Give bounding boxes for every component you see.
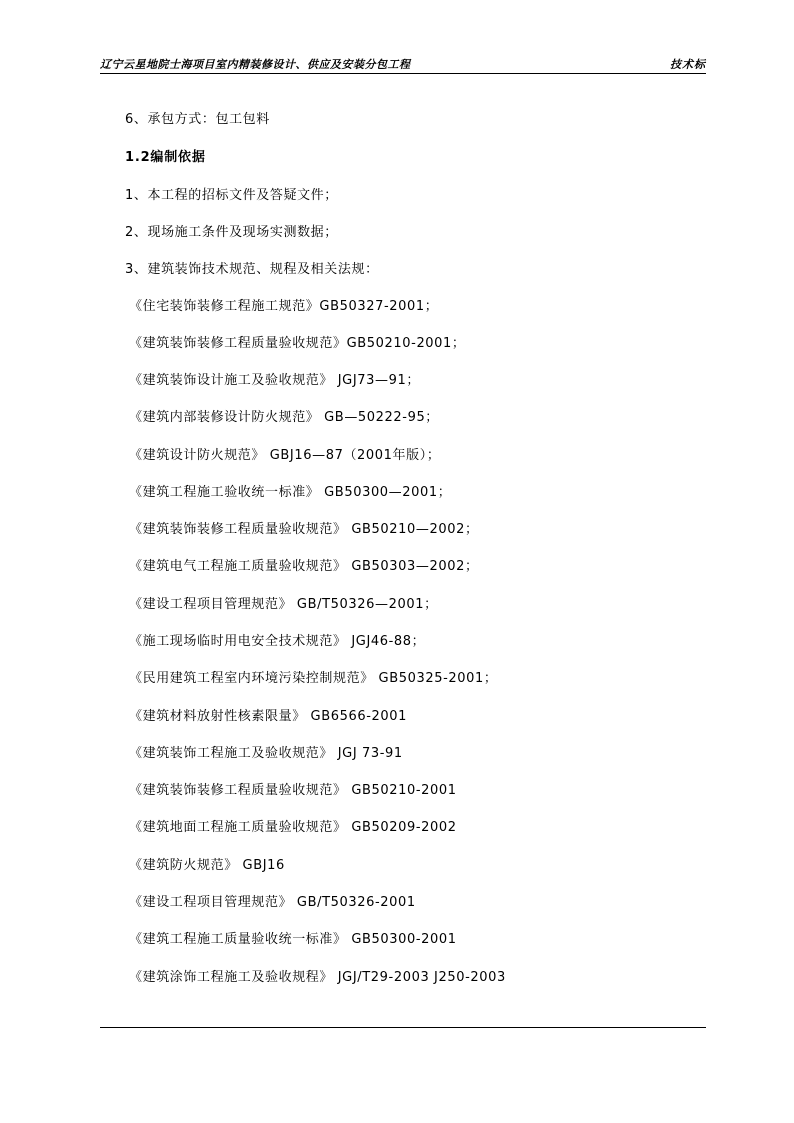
reference-item: 《施工现场临时用电安全技术规范》 JGJ46-88； [129, 634, 426, 649]
list-item: 3、建筑装饰技术规范、规程及相关法规： [125, 262, 379, 277]
page-header [100, 56, 706, 74]
reference-item: 《建筑装饰装修工程质量验收规范》GB50210-2001； [129, 336, 466, 351]
header-tag: 技术标 [670, 58, 706, 71]
section-heading: 1.2编制依据 [125, 150, 206, 165]
reference-item: 《建筑工程施工验收统一标准》 GB50300—2001； [129, 485, 452, 500]
reference-item: 《建筑装饰工程施工及验收规范》 JGJ 73-91 [129, 746, 403, 761]
reference-item: 《住宅装饰装修工程施工规范》GB50327-2001； [129, 299, 439, 314]
reference-item: 《建筑装饰装修工程质量验收规范》 GB50210-2001 [129, 783, 457, 798]
reference-item: 《建筑工程施工质量验收统一标准》 GB50300-2001 [129, 932, 457, 947]
reference-item: 《建筑内部装修设计防火规范》 GB—50222-95； [129, 410, 439, 425]
reference-item: 《建筑涂饰工程施工及验收规程》 JGJ/T29-2003 J250-2003 [129, 970, 506, 985]
reference-item: 《建设工程项目管理规范》 GB/T50326—2001； [129, 597, 438, 612]
reference-item: 《民用建筑工程室内环境污染控制规范》 GB50325-2001； [129, 671, 498, 686]
reference-item: 《建筑设计防火规范》 GBJ16—87（2001年版）； [129, 448, 441, 463]
reference-item: 《建筑材料放射性核素限量》 GB6566-2001 [129, 709, 407, 724]
reference-item: 《建筑装饰设计施工及验收规范》 JGJ73—91； [129, 373, 420, 388]
contract-mode-line: 6、承包方式：包工包料 [125, 112, 270, 127]
header-title: 辽宁云星地院士海项目室内精装修设计、供应及安装分包工程 [100, 58, 411, 71]
list-item: 1、本工程的招标文件及答疑文件； [125, 188, 338, 203]
reference-item: 《建设工程项目管理规范》 GB/T50326-2001 [129, 895, 416, 910]
reference-item: 《建筑电气工程施工质量验收规范》 GB50303—2002； [129, 559, 479, 574]
reference-item: 《建筑防火规范》 GBJ16 [129, 858, 285, 873]
list-item: 2、现场施工条件及现场实测数据； [125, 225, 338, 240]
reference-item: 《建筑装饰装修工程质量验收规范》 GB50210—2002； [129, 522, 479, 537]
reference-item: 《建筑地面工程施工质量验收规范》 GB50209-2002 [129, 820, 457, 835]
header-rule [100, 73, 706, 74]
footer-rule [100, 1027, 706, 1028]
